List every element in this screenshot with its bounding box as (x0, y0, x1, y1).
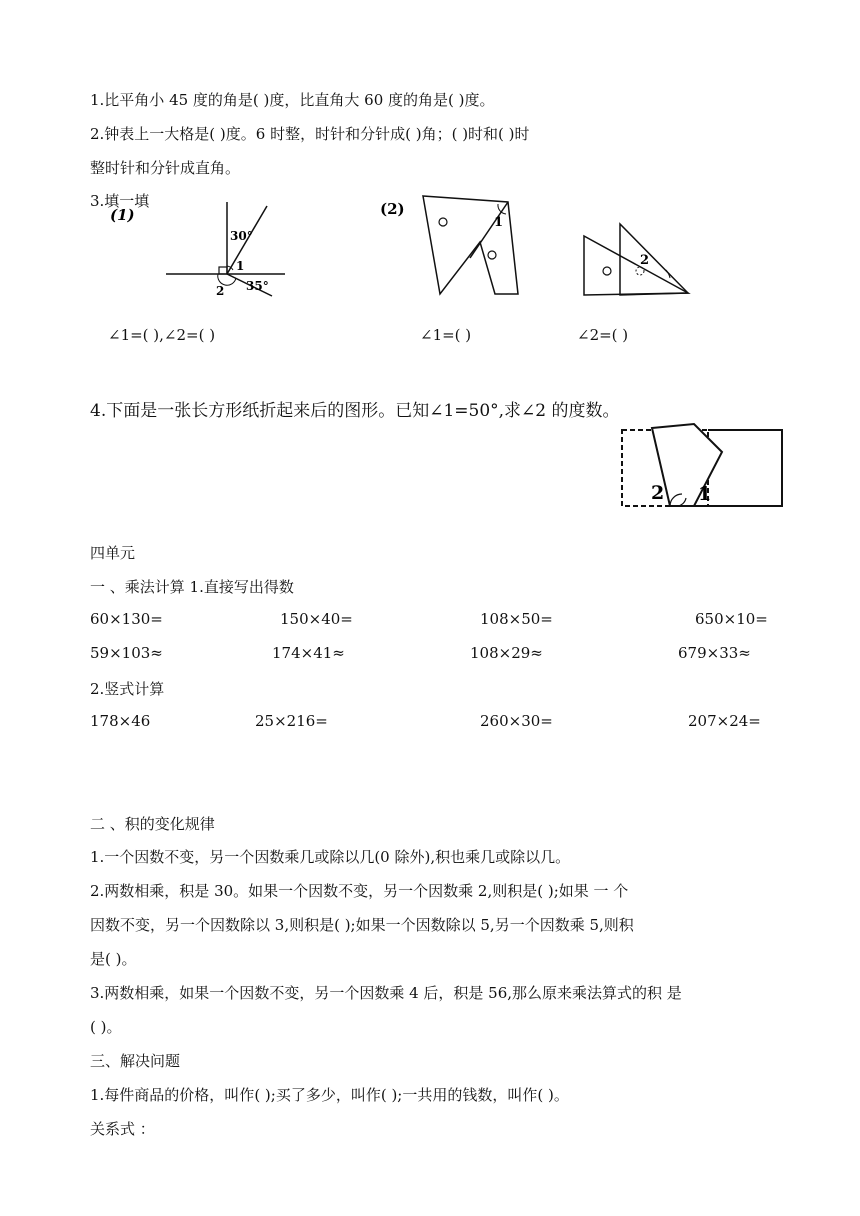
calc-item: 108×50= (480, 610, 553, 628)
folded-paper-figure (600, 422, 790, 514)
problem-1: 1.每件商品的价格，叫作( );买了多少，叫作( );一共用的钱数，叫作( )。 (90, 1086, 569, 1104)
rule-2-line-2: 因数不变，另一个因数除以 3,则积是( );如果一个因数除以 5,另一个因数乘 5,则积 (90, 916, 634, 934)
angle-figure-2 (370, 192, 700, 302)
vertical-calc-item: 178×46 (90, 712, 151, 730)
fig2-angle-1-label: 1 (494, 215, 504, 230)
figure-1-tag: (1) (110, 206, 135, 224)
q3-answer-1: ∠1=( ),∠2=( ) (108, 326, 216, 344)
relation-formula: 关系式 ： (90, 1120, 155, 1138)
fig2-angle-2-label: 2 (640, 253, 650, 268)
estimate-item: 108×29≈ (470, 644, 543, 662)
unit-4-title: 四单元 (90, 544, 136, 562)
angle-35-label: 35° (246, 279, 269, 293)
estimate-item: 679×33≈ (678, 644, 751, 662)
question-2-line-2: 整时针和分针成直角。 (90, 159, 241, 177)
vertical-calc-item: 260×30= (480, 712, 553, 730)
estimate-item: 59×103≈ (90, 644, 163, 662)
section-1-heading: 一 、乘法计算 1.直接写出得数 (90, 578, 294, 596)
section-3-heading: 三、解决问题 (90, 1052, 181, 1070)
q3-answer-2: ∠1=( ) (420, 326, 472, 344)
rule-3-line-2: ( )。 (90, 1018, 122, 1036)
figure-2-tag: (2) (380, 200, 405, 218)
vertical-calc-item: 207×24= (688, 712, 761, 730)
rule-1: 1.一个因数不变，另一个因数乘几或除以几(0 除外),积也乘几或除以几。 (90, 848, 571, 866)
calc-item: 150×40= (280, 610, 353, 628)
angle-2-label: 2 (216, 284, 225, 298)
subsection-2-heading: 2.竖式计算 (90, 680, 165, 698)
angle-30-label: 30° (230, 229, 253, 243)
vertical-calc-item: 25×216= (255, 712, 328, 730)
estimate-item: 174×41≈ (272, 644, 345, 662)
question-3-title: 3.填一填 (90, 192, 150, 210)
question-1: 1.比平角小 45 度的角是( )度，比直角大 60 度的角是( )度。 (90, 91, 495, 109)
rule-3-line-1: 3.两数相乘，如果一个因数不变，另一个因数乘 4 后，积是 56,那么原来乘法算式的积 是 (90, 984, 682, 1002)
section-2-heading: 二 、积的变化规律 (90, 815, 215, 833)
rule-2-line-3: 是( )。 (90, 950, 137, 968)
calc-item: 60×130= (90, 610, 163, 628)
calc-item: 650×10= (695, 610, 768, 628)
question-2-line-1: 2.钟表上一大格是( )度。6 时整，时针和分针成( )角；( )时和( )时 (90, 125, 530, 143)
fold-angle-2-label: 2 (651, 482, 665, 504)
angle-figure-1 (100, 196, 300, 306)
rule-2-line-1: 2.两数相乘，积是 30。如果一个因数不变，另一个因数乘 2,则积是( );如果 一 个 (90, 882, 629, 900)
fold-angle-1-label: 1 (698, 483, 712, 505)
q3-answer-3: ∠2=( ) (577, 326, 629, 344)
question-4: 4.下面是一张长方形纸折起来后的图形。已知∠1=50°,求∠2 的度数。 (90, 401, 620, 421)
angle-1-label: 1 (236, 259, 245, 273)
